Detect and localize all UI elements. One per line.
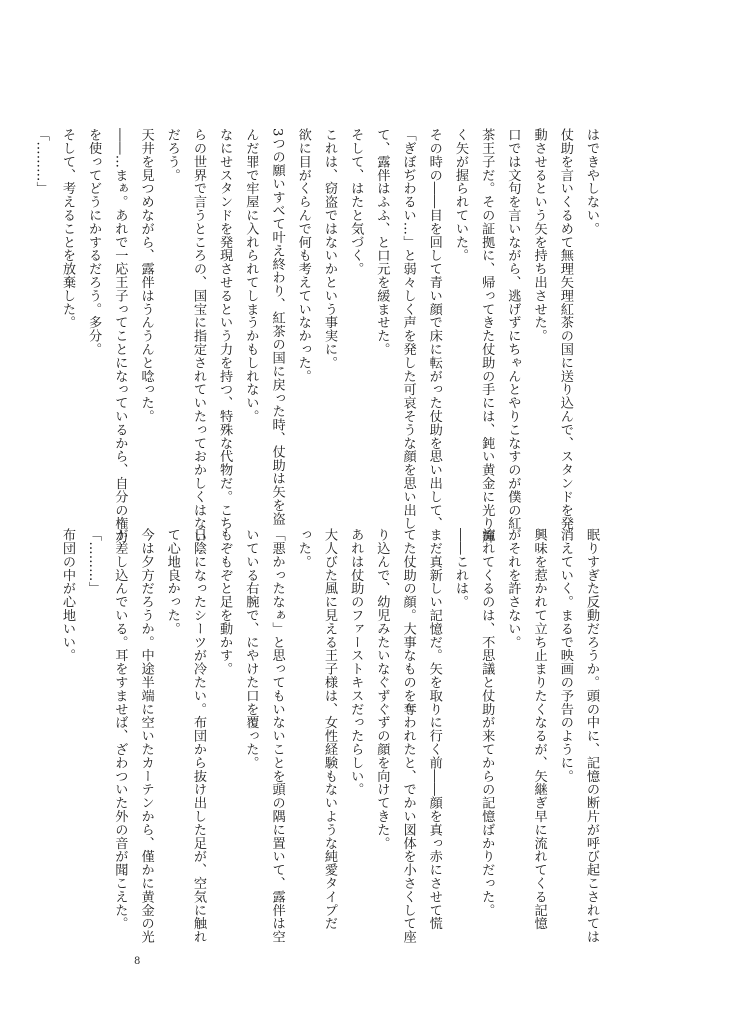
text-line: いている右腕で、にやけた口を覆った。 (243, 528, 259, 770)
text-line: 「悪かったなぁ」と思ってもいないことを頭の隅に置いて、露伴は空 (269, 528, 285, 944)
text-line: これは、窃盗ではないかという事実に。 (321, 128, 337, 370)
text-line: ――…まぁ。あれで一応王子ってことになっているから、自分の権力 (112, 128, 128, 544)
text-line: 欲に目がくらんで何も考えていなかった。 (295, 128, 311, 383)
text-line: 「ぎぼぢわるい…」と弱々しく声を発した可哀そうな顔を思い出し (400, 128, 416, 530)
text-line: もぞもぞと足を動かす。 (217, 528, 233, 676)
text-line: 「………」 (33, 128, 49, 195)
text-line: 「………」 (86, 528, 102, 595)
text-line: 興味を惹かれて立ち止まりたくなるが、矢継ぎ早に流れてくる記憶 (531, 528, 547, 930)
text-line: り込んで、幼児みたいなぐずぐずの顔を向けてきた。 (374, 528, 390, 850)
text-line: 天井を見つめながら、露伴はうんうんと唸った。 (138, 128, 154, 423)
text-line: がそれを許さない。 (505, 528, 521, 649)
text-line: んだ罪で牢屋に入れられてしまうかもしれない。 (243, 128, 259, 423)
text-line: ――これは。 (452, 528, 468, 609)
text-line: 仗助を言いくるめて無理矢理紅茶の国に送り込んで、スタンドを発 (557, 128, 573, 530)
text-line: 日陰になったシーツが冷たい。布団から抜け出した足が、空気に触れ (190, 528, 206, 944)
text-line: あれは仗助のファーストキスだったらしい。 (348, 528, 364, 796)
text-line: そして、はたと気づく。 (348, 128, 364, 276)
text-line: が差し込んでいる。耳をすませば、ざわついた外の音が聞こえた。 (112, 528, 128, 930)
text-line: 動させるという矢を持ち出させた。 (531, 128, 547, 343)
text-line: なにせスタンドを発現させるという力を持つ、特殊な代物だ。こち (217, 128, 233, 530)
text-line: 流れてくるのは、不思議と仗助が来てからの記憶ばかりだった。 (479, 528, 495, 917)
text-line: 今は夕方だろうか。中途半端に空いたカーテンから、僅かに黄金の光 (138, 528, 154, 944)
upper-text-column (33, 128, 604, 544)
text-line: 茶王子だ。その証拠に、帰ってきた仗助の手には、鈍い黄金に光り輝 (479, 128, 495, 544)
text-line: て、露伴はふふ、と口元を緩ませた。 (374, 128, 390, 356)
text-line: く矢が握られていた。 (452, 128, 468, 262)
text-line: 布団の中が心地いい。 (59, 528, 75, 662)
text-line: その時の――目を回して青い顔で床に転がった仗助を思い出して、 (426, 128, 442, 530)
text-line: て心地良かった。 (164, 528, 180, 636)
lower-text-column (59, 528, 604, 944)
text-line: そして、考えることを放棄した。 (59, 128, 75, 329)
text-line: 眠りすぎた反動だろうか。頭の中に、記憶の断片が呼び起こされては (584, 528, 599, 944)
text-line: だろう。 (164, 128, 180, 182)
text-line: 大人びた風に見える王子様は、女性経験もないような純愛タイプだ (321, 528, 337, 930)
text-line: を使ってどうにかするだろう。多分。 (86, 128, 102, 356)
text-line: はできやしない。 (584, 128, 599, 236)
text-line: 口では文句を言いながら、逃げずにちゃんとやりこなすのが僕の紅 (505, 128, 521, 530)
text-line: まだ真新しい記憶だ。矢を取りに行く前――顔を真っ赤にさせて慌 (426, 528, 442, 930)
text-line: 3つの願いすべて叶え終わり、紅茶の国に戻った時、仗助は矢を盗 (269, 128, 285, 526)
text-line: らの世界で言うところの、国宝に指定されていたっておかしくはない (190, 128, 206, 544)
page-number: 8 (134, 956, 141, 967)
text-line: 消えていく。まるで映画の予告のように。 (557, 528, 573, 783)
text-line: てた仗助の顔。大事なものを奪われたと、でかい図体を小さくして座 (400, 528, 416, 944)
text-line: った。 (295, 528, 311, 569)
